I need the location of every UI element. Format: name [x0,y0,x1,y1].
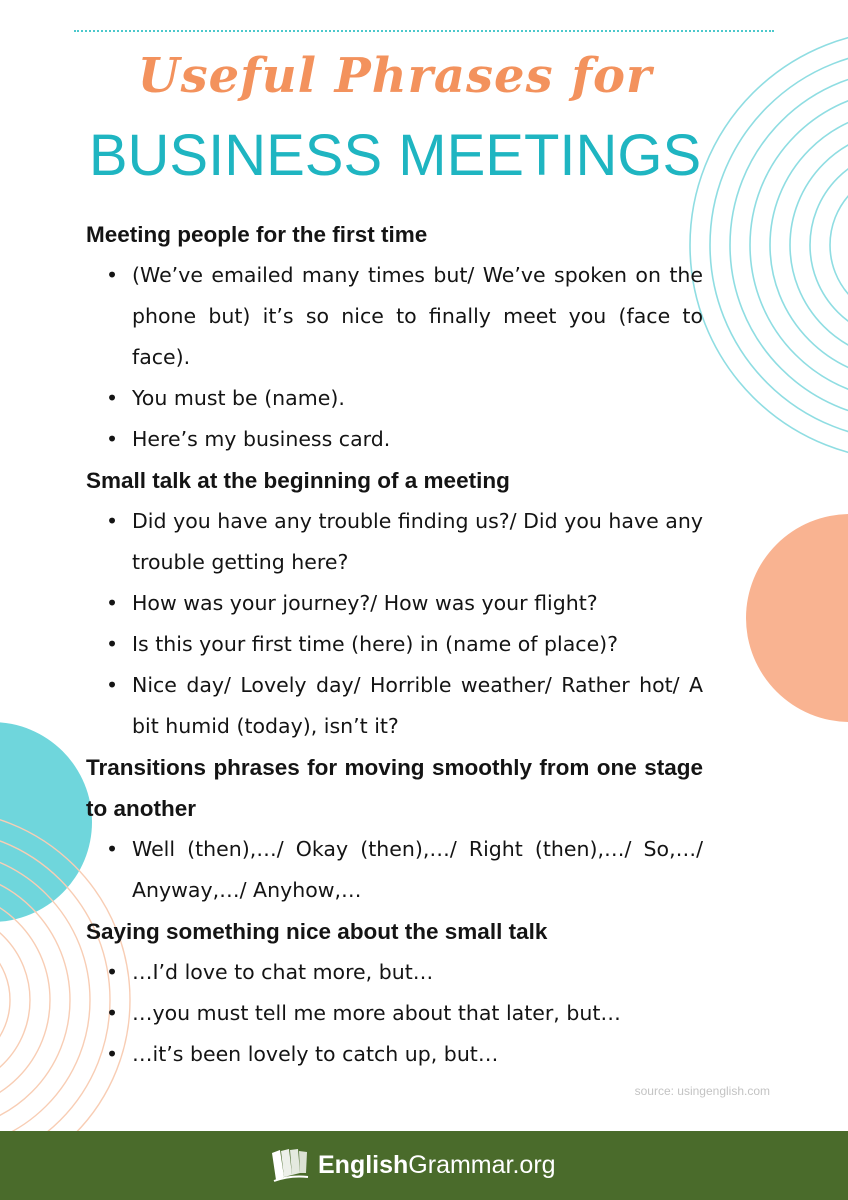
brand-name-bold: English [318,1150,409,1179]
teal-circle [0,722,92,922]
page-title: BUSINESS MEETINGS [88,123,702,188]
section-small-talk [86,460,703,747]
footer-bar [0,1131,848,1200]
section-heading: Saying something nice about the small talk [86,919,548,944]
section-heading: Transitions phrases for moving smoothly from one stage to another [86,755,703,821]
list-item: • Well (then),…/ Okay (then),…/ Right (then),…/ So,…/ Anyway,…/ Anyhow,… [86,829,703,911]
section-heading: Small talk at the beginning of a meeting [86,468,510,493]
section-first-meeting [86,214,703,460]
list-item: • Did you have any trouble finding us?/ Did you have any trouble getting here? [86,501,703,583]
list-item: • You must be (name). [86,378,703,419]
title-script: Useful Phrases for [137,48,653,104]
list-item: • Nice day/ Lovely day/ Horrible weather/ Rather hot/ A bit humid (today), isn’t it? [86,665,703,747]
brand-name-light: Grammar.org [408,1150,556,1179]
source-credit: source: usingenglish.com [634,1084,770,1098]
list-item: • …I’d love to chat more, but… [86,952,703,993]
section-nice-small-talk [86,911,703,1075]
dotted-divider [74,30,774,32]
phrase-list [86,214,703,1075]
list-item: • …you must tell me more about that later, but… [86,993,703,1034]
list-item: • How was your journey?/ How was your flight? [86,583,703,624]
section-transitions [86,747,703,911]
section-heading: Meeting people for the first time [86,222,428,247]
brand-logo[interactable] [270,1143,556,1187]
list-item: • Is this your first time (here) in (name of place)? [86,624,703,665]
list-item: • Here’s my business card. [86,419,703,460]
book-stack-icon [270,1147,310,1183]
list-item: • (We’ve emailed many times but/ We’ve spoken on the phone but) it’s so nice to finally meet you (face to face). [86,255,703,378]
list-item: • …it’s been lovely to catch up, but… [86,1034,703,1075]
orange-circle [746,514,848,722]
